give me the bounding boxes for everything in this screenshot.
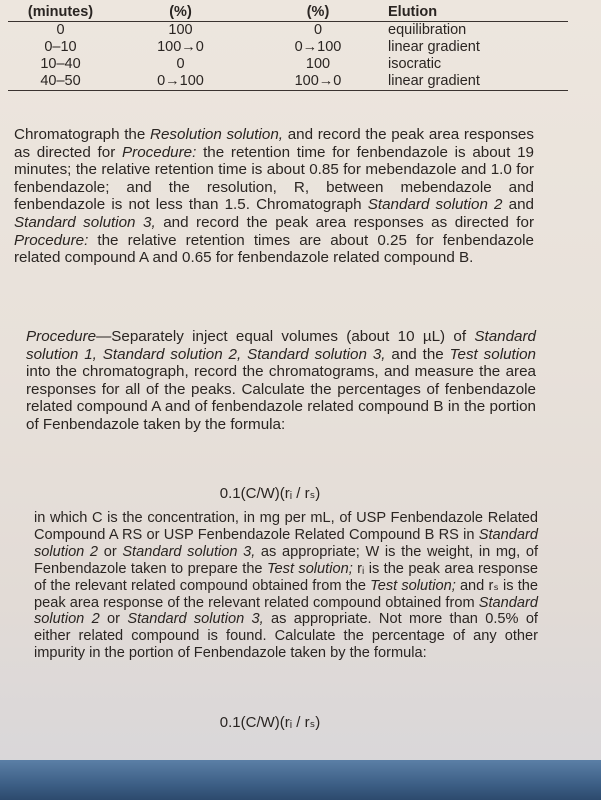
text-run: Test solution; — [266, 560, 353, 577]
bottom-strip — [0, 760, 601, 800]
text-run: as appropriate. Not more than 0.5% of either related compound is found. Calculate the percentage of any other impurity in the portion of Fenbendazole taken by the formula: — [34, 611, 538, 662]
text-run: in which C is the concentration, in mg per mL, of USP Fenbendazole Related Compound A RS or USP Fenbendazole Related Compound B RS in — [34, 510, 538, 543]
text-run: —Separately inject equal volumes (about 10 µL) of — [96, 328, 475, 345]
text-run: Test solution — [449, 345, 536, 363]
cell: linear gradient — [388, 39, 480, 55]
text-run: Standard solution 1, Standard solution 2, Standard solution 3, — [26, 328, 536, 363]
text-run: Chromatograph the — [14, 126, 150, 143]
cell: 0 — [56, 22, 65, 38]
text-run: the relative retention times are about 0.25 for fenbendazole related compound A and 0.65 for fenbendazole related compound B. — [14, 231, 534, 267]
header-solution-a: (%) — [113, 4, 248, 22]
cell: 0–10 — [44, 39, 77, 55]
table-header-row — [8, 4, 568, 22]
text-run: and rₛ is the peak area response of the relevant related compound obtained from — [34, 577, 538, 611]
text-run: Resolution solution, — [150, 126, 284, 143]
text-run: Standard solution 2 — [34, 526, 538, 560]
definitions-paragraph — [34, 510, 538, 662]
text-run: Standard solution 2 — [367, 196, 503, 214]
cell: 40–50 — [8, 73, 113, 91]
table-row — [8, 39, 568, 56]
header-elution: Elution — [388, 4, 568, 22]
text-run: Standard solution 3, — [14, 213, 156, 231]
text-run: or — [99, 611, 128, 628]
text-run: Procedure — [26, 328, 97, 345]
header-solution-b: (%) — [248, 4, 388, 22]
text-run: Procedure: — [122, 143, 197, 161]
cell: 0 — [313, 22, 323, 38]
cell: 0 — [176, 56, 185, 72]
cell: 100 — [168, 22, 193, 38]
text-run: or — [98, 543, 123, 560]
text-run: rᵢ is the peak area response of the relevant related compound obtained from the — [34, 560, 539, 594]
text-run: Standard solution 2 — [34, 594, 538, 628]
table-row — [8, 22, 568, 40]
header-time: (minutes) — [8, 4, 113, 22]
cell: 100 — [305, 56, 331, 72]
text-run: Test solution; — [370, 577, 456, 594]
table-row — [8, 73, 568, 91]
procedure-paragraph — [26, 328, 536, 434]
cell: 0→100 — [113, 73, 248, 91]
text-run: Standard solution 3, — [122, 543, 256, 560]
text-run: into the chromatograph, record the chromatograms, and measure the area responses for all of the peaks. Calculate the percentages of fenbendazole related compound A and of fenbendazole related compound B in the portion of Fenbendazole taken by the formula: — [26, 363, 536, 433]
resolution-paragraph — [14, 126, 534, 267]
cell: equilibration — [388, 22, 467, 38]
table-row — [8, 56, 568, 73]
cell: 0→100 — [294, 39, 342, 55]
text-run: and record the peak area responses as directed for — [14, 126, 534, 161]
cell: linear gradient — [388, 73, 568, 91]
text-run: and — [502, 196, 534, 214]
gradient-table — [8, 4, 568, 91]
text-run: as appropriate; W is the weight, in mg, of Fenbendazole taken to prepare the — [34, 543, 538, 577]
cell: 10–40 — [40, 56, 81, 72]
cell: 100→0 — [248, 73, 388, 91]
text-run: and the — [385, 345, 450, 363]
formula-1: 0.1(C/W)(rᵢ / rₛ) — [219, 485, 321, 502]
text-run: and record the peak area responses as directed for — [155, 213, 534, 231]
cell: isocratic — [388, 56, 442, 72]
cell: 100→0 — [157, 39, 204, 55]
text-run: the retention time for fenbendazole is about 19 minutes; the relative retention time is about 0.85 for mebendazole and 1.0 for fenbendazole; and the resolution, R, between mebendazole and fenbendazole is not less than 1.5. Chromatograph — [14, 143, 534, 214]
text-run: Standard solution 3, — [127, 611, 264, 628]
formula-2: 0.1(C/W)(rᵢ / rₛ) — [219, 714, 321, 731]
text-run: Procedure: — [14, 231, 89, 249]
